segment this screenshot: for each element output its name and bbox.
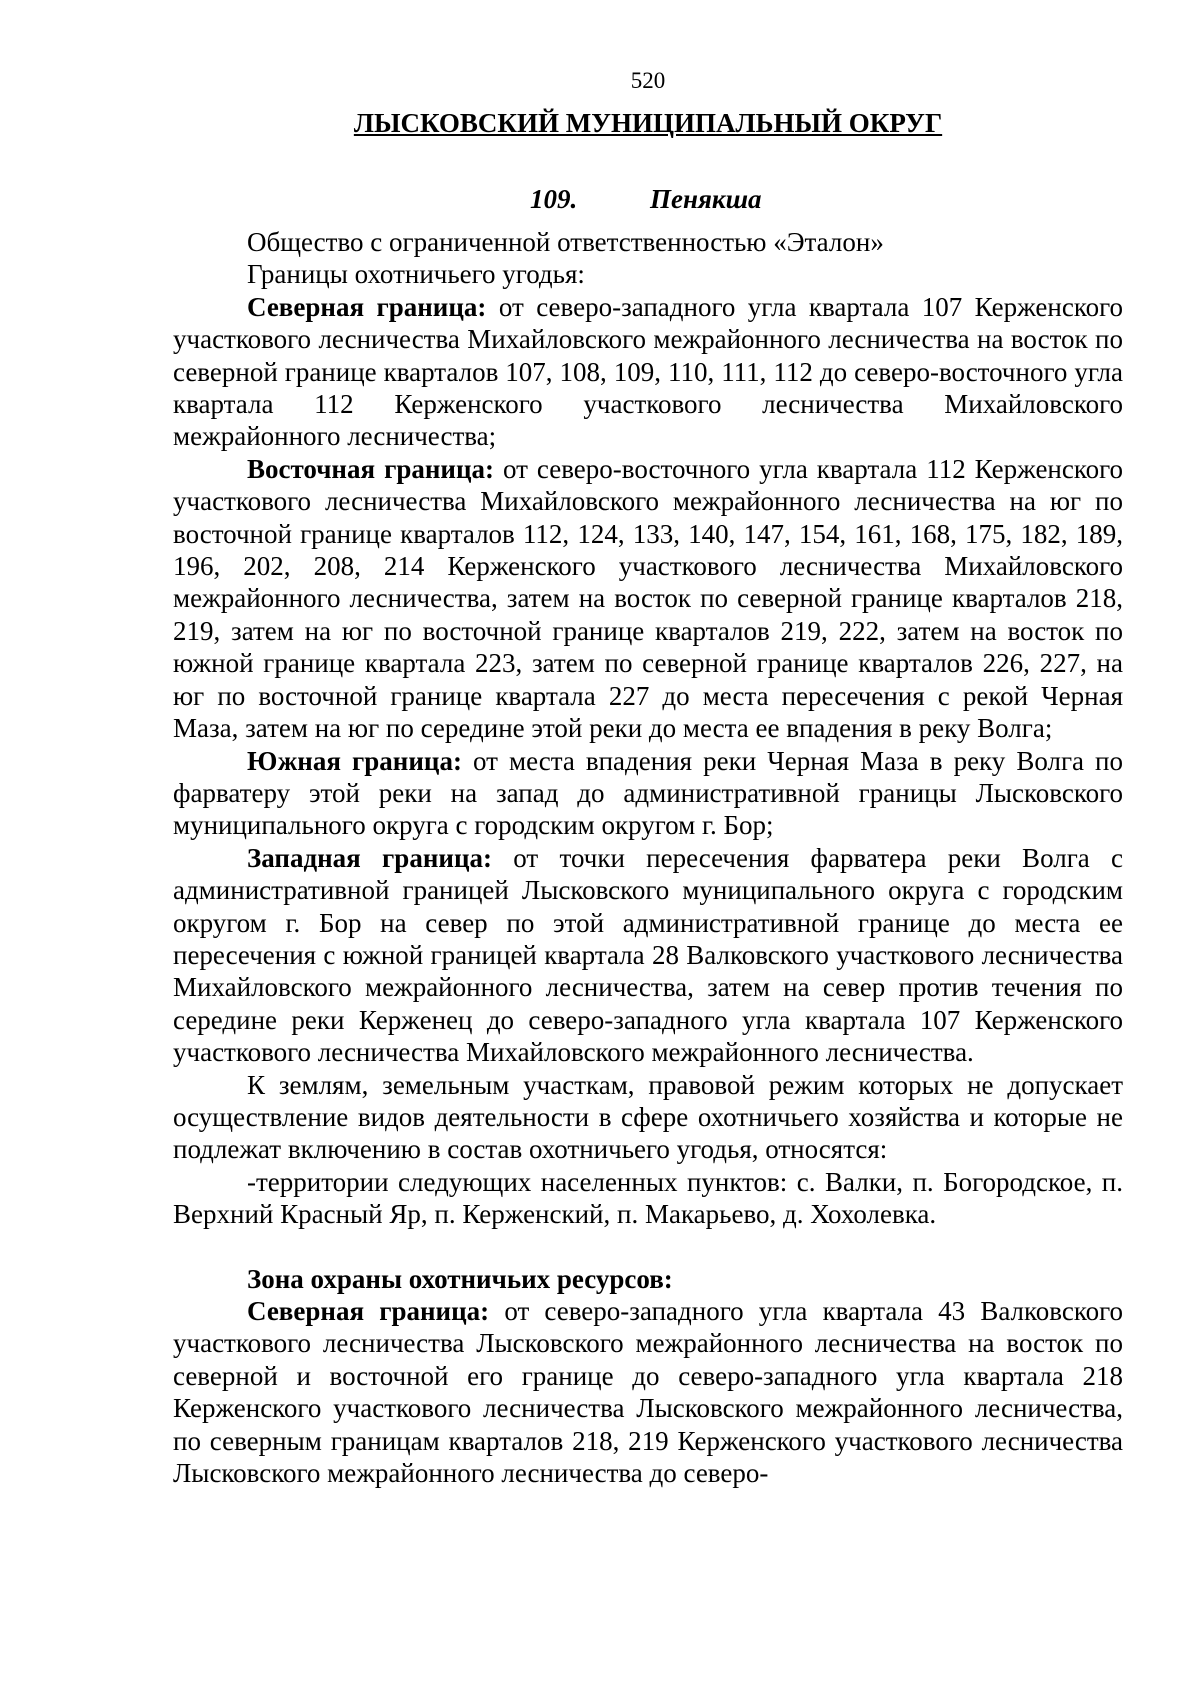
west-boundary [173,842,1123,1069]
protection-zone-heading [173,1263,1123,1295]
south-boundary-label: Южная граница: [247,745,462,776]
organization: Общество с ограниченной ответственностью «Эталон» [247,227,884,257]
west-boundary-label: Западная граница: [247,842,492,873]
protection-zone-heading-text: Зона охраны охотничьих ресурсов: [247,1263,673,1294]
entry-number: 109. [530,184,578,214]
zone-north-boundary [173,1295,1123,1489]
district-title: ЛЫСКОВСКИЙ МУНИЦИПАЛЬНЫЙ ОКРУГ [353,108,943,138]
page-number: 520 [630,68,666,93]
restricted-lands: К землям, земельным участкам, правовой режим которых не допускает осуществление видов деятельности в сфере охотничьего хозяйства и которые не подлежат включению в состав охотничьего угодья, относятся: [173,1069,1123,1165]
east-boundary-text: от северо-восточного угла квартала 112 Керженского участкового лесничества Михайловского межрайонного лесничества на юг по восточной границе кварталов 112, 124, 133, 140, 147, 154, 161, 168, 175, 182, 189, 196, 202, 208, 214 Керженского участкового лесничества Михайловского межрайонного лесничества, затем на восток по северной границе кварталов 218, 219, затем на юг по восточной границе кварталов 219, 222, затем на восток по южной границе квартала 223, затем по северной границе кварталов 226, 227, на юг по восточной границе квартала 227 до места пересечения с рекой Черная Маза, затем на юг по середине этой реки до места ее впадения в реку Волга; [173,453,1124,744]
south-boundary-text: от места впадения реки Черная Маза в реку Волга по фарватеру этой реки на запад до административной границы Лысковского муниципального округа с городским округом г. Бор; [173,745,1123,841]
entry-name: Пенякша [650,184,762,214]
east-boundary [173,453,1123,745]
north-boundary [173,291,1123,453]
west-boundary-text: от точки пересечения фарватера реки Волга с административной границей Лысковского муниципального округа с городским округом г. Бор на север по этой административной границе до места ее пересечения с южной границей квартала 28 Валковского участкового лесничества Михайловского межрайонного лесничества, затем на север против течения по середине реки Керженец до северо-западного угла квартала 107 Керженского участкового лесничества Михайловского межрайонного лесничества. [173,842,1124,1068]
territories: -территории следующих населенных пунктов: с. Валки, п. Богородское, п. Верхний Красный Яр, п. Керженский, п. Макарьево, д. Хохолевка. [173,1166,1123,1230]
document-body [173,226,1123,1489]
zone-north-boundary-text: от северо-западного угла квартала 43 Валковского участкового лесничества Лысковского межрайонного лесничества на восток по северной и восточной его границе до северо-западного угла квартала 218 Керженского участкового лесничества Лысковского межрайонного лесничества, по северным границам кварталов 218, 219 Керженского участкового лесничества Лысковского межрайонного лесничества до северо- [173,1296,1123,1489]
east-boundary-label: Восточная граница: [247,453,495,484]
boundaries-heading: Границы охотничьего угодья: [247,259,585,290]
south-boundary [173,745,1123,842]
entry-heading [530,184,762,215]
north-boundary-text: от северо-западного угла квартала 107 Керженского участкового лесничества Михайловского межрайонного лесничества на восток по северной границе кварталов 107, 108, 109, 110, 111, 112 до северо-восточного угла квартала 112 Керженского участкового лесничества Михайловского межрайонного лесничества; [173,291,1123,452]
north-boundary-label: Северная граница: [247,291,487,322]
zone-north-boundary-label: Северная граница: [247,1296,490,1326]
